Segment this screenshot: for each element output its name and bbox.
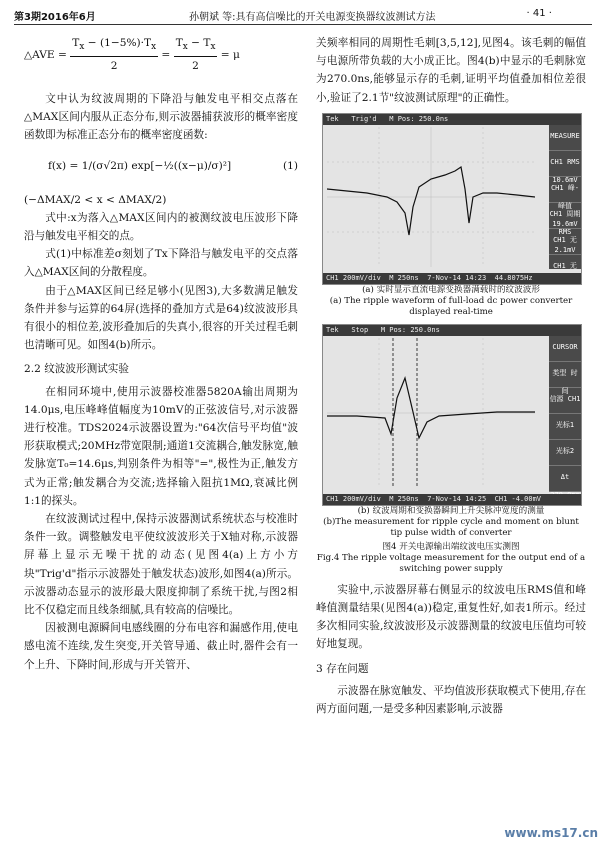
cursor-1-label: 光标1 xyxy=(549,414,581,440)
measure-label: MEASURE xyxy=(549,125,581,151)
cursor-source: 信源 CH1 xyxy=(549,388,581,414)
figure-4-caption-cn: 图4 开关电源输出端纹波电压实测图 xyxy=(382,541,520,552)
scope-a-timebase: M Pos: 250.0ns xyxy=(389,114,449,123)
para-left-4: 由于△MAX区间已经足够小(见图3),大多数满足触发条件并参与运算的64屏(选择的叠加方式是64)纹波波形具有很小的相位差,波形叠加后的失真小,很容的开关过程毛刺也清晰可见。如图4(b)所示。 xyxy=(24,284,298,352)
left-column xyxy=(24,34,298,674)
figure-a-caption-cn: (a) 实时显示直流电源变换器满载时的纹波波形 xyxy=(362,284,540,295)
measure-none-1: CH1 无 xyxy=(549,229,581,255)
running-header xyxy=(14,8,592,24)
formula-ave: △AVE = $\frac{T_x - (1-5\%)\cdot T_x}{2}$ = $\frac{T_x - T_x}{2}$ = μ xyxy=(24,34,298,90)
frac1-num: $T_x - (1-5\%)\cdot T_x$ xyxy=(70,34,158,57)
formula-pdf xyxy=(24,149,298,187)
para-left-5: 在相同环境中,使用示波器校准器5820A输出周期为14.0μs,电压峰峰值幅度为10mV的正弦波信号,对示波器进行校准。TDS2024示波器设置为:"64次信号平均值"波形获取模式;20MHz带宽限制;通道1交流耦合,触发脉宽,触发脉宽T₀=14.6μs,判别条件为相等"=",极性为正,触发方式为正常;触发耦合为交流;选择输入阻抗1MΩ,衰减比例1:1的探头。 xyxy=(24,385,298,507)
scope-a-measure-panel xyxy=(549,125,581,269)
figure-a-caption-en: (a) The ripple waveform of full-load dc power converter displayed real-time xyxy=(329,295,573,317)
formula-range: (−ΔMAX/2 < x < ΔMAX/2) xyxy=(24,193,167,206)
scope-b-bottombar: CH1 200mV/div M 250ns 7-Nov-14 14:25 CH1 -4.00mV xyxy=(323,494,581,505)
para-right-2: 实验中,示波器屏幕右侧显示的纹波电压RMS值和峰峰值测量结果(见图4(a))稳定,重复性好,如表1所示。经过多次相同实验,纹波波形及示波器测量的纹波电压值均可较好地复现。 xyxy=(316,583,586,651)
scope-a-topbar xyxy=(323,114,581,125)
header-rule xyxy=(14,24,592,25)
page-number: · 41 · xyxy=(526,8,552,19)
para-left-3: 式(1)中标准差σ刻划了Tx下降沿与触发电平的交点落入△MAX区间的分散程度。 xyxy=(24,248,298,279)
scope-a-brand: Tek xyxy=(326,114,339,123)
measure-none-2: CH1 无 xyxy=(549,255,581,281)
para-left-6: 在纹波测试过程中,保持示波器测试系统状态与校准时条件一致。调整触发电平使纹波波形关于X轴对称,示波器屏幕上显示无噪干扰的动态(见图4(a)上方小方块"Trig'd"指示示波器处于触发状态)波形,如图4(a)所示。示波器动态显示的波形最大限度抑制了系统干扰,与图2相比不仅稳定而且线条细腻,具有较高的信噪比。 xyxy=(24,513,298,617)
para-left-1: 文中认为纹波周期的下降沿与触发电平相交点落在△MAX区间内服从正态分布,则示波器捕获波形的概率密度函数即为标准正态分布的概率密度函数: xyxy=(24,93,298,142)
formula-pdf-body: f(x) = 1/(σ√2π) exp[−½((x−μ)/σ)²] xyxy=(48,159,232,172)
para-right-3: 示波器在脉宽触发、平均值波形获取模式下使用,存在两方面问题,一是受多种因素影响,示波器 xyxy=(316,684,586,716)
waveform-b xyxy=(327,338,535,488)
section-heading-2-2: 2.2 纹波波形测试实验 xyxy=(24,363,129,376)
cursor-type: 类型 时间 xyxy=(549,362,581,388)
issue-label: 第3期2016年6月 xyxy=(14,12,96,23)
para-left-7: 因被测电源瞬间电感线圈的分布电容和漏感作用,使电感电流不连续,发生突变,开关管导通、截止时,器件会有一个上升、下降时间,形成与开关管开、 xyxy=(24,622,298,671)
cursor-label: CURSOR xyxy=(549,336,581,362)
scope-b-topbar: Tek Stop M Pos: 250.0ns xyxy=(323,325,581,336)
figure-4-caption-en: Fig.4 The ripple voltage measurement for the output end of a switching power supply xyxy=(316,552,586,574)
frac2-num: $T_x - T_x$ xyxy=(174,34,218,57)
formula-frac-1 xyxy=(70,34,158,76)
figure-b-caption-en: (b)The measurement for ripple cycle and moment on blunt tip pulse width of converter xyxy=(323,516,579,538)
oscilloscope-figure-a xyxy=(322,113,582,285)
scope-a-bottombar: CH1 200mV/div M 250ns 7-Nov-14 14:23 44.8075Hz xyxy=(323,273,581,284)
figure-b-caption-cn: (b) 纹波周期和变换器瞬间上升尖脉冲宽度的测量 xyxy=(357,505,545,516)
right-column xyxy=(316,34,586,718)
watermark: www.ms17.cn xyxy=(504,826,598,840)
scope-b-cursor-panel xyxy=(549,336,581,492)
cursor-2-label: 光标2 xyxy=(549,440,581,466)
cursor-delta: Δt xyxy=(549,466,581,492)
para-right-1: 关频率相同的周期性毛刺[3,5,12],见图4。该毛刺的幅值与电源所带负载的大小成正比。图4(b)中显示的毛刺脉宽为270.0ns,能够显示存的毛刺,证明平均值叠加相位差很小,验证了2.1节"纹波测试原理"的正确性。 xyxy=(316,37,586,104)
formula-lhs: △AVE = xyxy=(24,48,67,61)
scope-a-status: Trig'd xyxy=(351,114,377,123)
header-title: 孙朝斌 等:具有高信噪比的开关电源变换器纹波测试方法 xyxy=(189,12,436,23)
measure-pk-pk: CH1 峰-峰值 19.6mV xyxy=(549,177,581,203)
formula-tail: = μ xyxy=(220,48,240,61)
measure-cycle-rms: CH1 周期 RMS 2.1mV xyxy=(549,203,581,229)
para-left-2: 式中:x为落入△MAX区间内的被测纹波电压波形下降沿与触发电平相交的点。 xyxy=(24,211,298,243)
measure-rms: CH1 RMS 10.6mV xyxy=(549,151,581,177)
frac1-den: 2 xyxy=(110,60,118,73)
waveform-a xyxy=(327,127,535,267)
formula-frac-2 xyxy=(174,34,218,76)
oscilloscope-figure-b xyxy=(322,324,582,506)
frac2-den: 2 xyxy=(192,60,199,73)
formula-number: (1) xyxy=(282,159,298,172)
section-heading-3: 3 存在问题 xyxy=(316,662,369,675)
